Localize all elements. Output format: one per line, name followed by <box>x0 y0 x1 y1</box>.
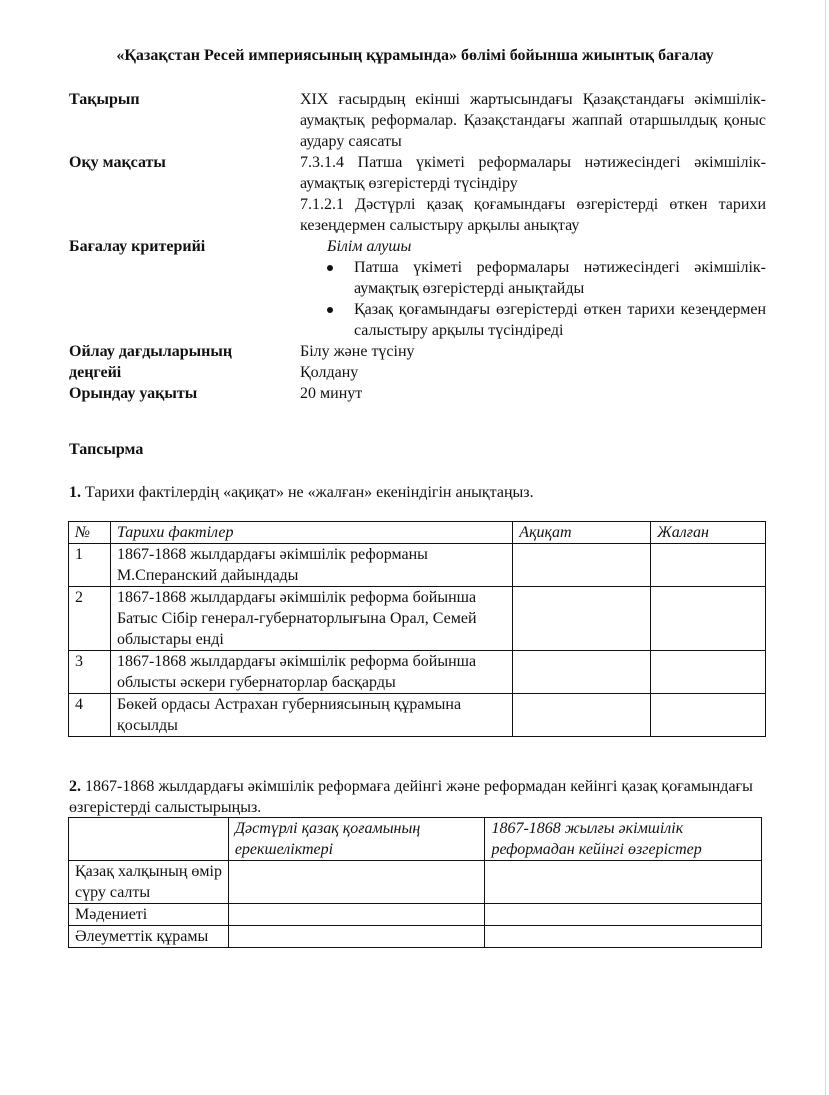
table-row <box>69 904 762 926</box>
column-header: № <box>69 522 111 544</box>
criteria-item-text: Қазақ қоғамындағы өзгерістерді өткен тарихи кезеңдермен салыстыру арқылы түсіндіреді <box>354 301 766 339</box>
true-answer-cell[interactable] <box>513 694 651 737</box>
objective-item: 7.1.2.1 Дәстүрлі қазақ қоғамындағы өзгерістерді өткен тарихи кезеңдермен салыстыру арқылы анықтау <box>300 196 766 234</box>
false-answer-cell[interactable] <box>651 587 766 651</box>
criteria-intro: Білім алушы <box>327 238 412 255</box>
table-row <box>69 651 766 694</box>
traditional-cell[interactable] <box>228 926 485 948</box>
objective-row <box>69 152 766 236</box>
column-header: Ақиқат <box>513 522 651 544</box>
after-reform-cell[interactable] <box>485 861 762 904</box>
time-label: Орындау уақыты <box>69 385 198 402</box>
fact-cell: 1867-1868 жылдардағы әкімшілік реформа бойынша Батыс Сібір генерал-губернаторлығына Орал, Семей облыстары енді <box>110 587 512 651</box>
fact-cell: 1867-1868 жылдардағы әкімшілік реформа бойынша облысты әскери губернаторлар басқарды <box>110 651 512 694</box>
table-header-row <box>69 522 766 544</box>
question-number: 2. <box>69 778 81 795</box>
traditional-cell[interactable] <box>228 861 485 904</box>
column-header: Дәстүрлі қазақ қоғамының ерекшеліктері <box>228 818 485 861</box>
row-label: Мәдениеті <box>69 904 229 926</box>
objective-values <box>300 152 766 236</box>
criteria-item <box>300 299 766 341</box>
row-number: 1 <box>69 544 111 587</box>
topic-row <box>69 89 766 152</box>
question-1 <box>69 482 769 503</box>
traditional-cell[interactable] <box>228 904 485 926</box>
thinking-label-line: Ойлау дағдыларының <box>69 343 233 360</box>
criteria-label: Бағалау критерийі <box>69 238 206 255</box>
criteria-list <box>300 257 766 341</box>
criteria-values <box>300 236 766 341</box>
true-answer-cell[interactable] <box>513 544 651 587</box>
true-answer-cell[interactable] <box>513 651 651 694</box>
false-answer-cell[interactable] <box>651 694 766 737</box>
fact-cell: 1867-1868 жылдардағы әкімшілік реформаны М.Сперанский дайындады <box>110 544 512 587</box>
column-header: Жалған <box>651 522 766 544</box>
criteria-item-text: Патша үкіметі реформалары нәтижесіндегі әкімшілік-аумақтық өзгерістерді анықтайды <box>354 259 766 297</box>
column-header: 1867-1868 жылғы әкімшілік реформадан кейінгі өзгерістер <box>485 818 762 861</box>
table-row <box>69 694 766 737</box>
thinking-values <box>300 341 766 383</box>
row-label: Әлеуметтік құрамы <box>69 926 229 948</box>
thinking-label <box>69 341 300 383</box>
thinking-row <box>69 341 766 383</box>
criteria-item <box>300 257 766 299</box>
objective-label: Оқу мақсаты <box>69 154 166 171</box>
time-value: 20 минут <box>300 385 363 402</box>
facts-table <box>68 521 766 737</box>
table-header-row <box>69 818 762 861</box>
task-heading: Тапсырма <box>69 441 144 458</box>
thinking-level: Білу және түсіну <box>300 343 415 360</box>
question-number: 1. <box>69 484 81 501</box>
row-number: 4 <box>69 694 111 737</box>
after-reform-cell[interactable] <box>485 926 762 948</box>
comparison-table <box>68 817 762 948</box>
column-header: Тарихи фактілер <box>110 522 512 544</box>
fact-cell: Бөкей ордасы Астрахан губерниясының құрамына қосылды <box>110 694 512 737</box>
question-text: 1867-1868 жылдардағы әкімшілік реформаға дейінгі және реформадан кейінгі қазақ қоғамындағы өзгерістерді салыстырыңыз. <box>69 778 753 816</box>
true-answer-cell[interactable] <box>513 587 651 651</box>
false-answer-cell[interactable] <box>651 651 766 694</box>
row-number: 3 <box>69 651 111 694</box>
table-row <box>69 926 762 948</box>
false-answer-cell[interactable] <box>651 544 766 587</box>
page-edge-line <box>825 0 826 1095</box>
column-header <box>69 818 229 861</box>
question-2 <box>69 776 769 818</box>
thinking-label-line: деңгейі <box>69 364 122 381</box>
document-title: «Қазақстан Ресей империясының құрамында» бөлімі бойынша жиынтық бағалау <box>116 47 714 64</box>
topic-value: XIX ғасырдың екінші жартысындағы Қазақстандағы әкімшілік-аумақтық реформалар. Қазақстандағы жаппай отаршылдық қоныс аудару саясаты <box>300 91 766 150</box>
bullet-icon <box>327 307 333 313</box>
time-row <box>69 383 766 404</box>
table-row <box>69 587 766 651</box>
bullet-icon <box>327 265 333 271</box>
row-number: 2 <box>69 587 111 651</box>
objective-item: 7.3.1.4 Патша үкіметі реформалары нәтижесіндегі әкімшілік-аумақтық өзгерістерді түсіндіру <box>300 154 766 192</box>
question-text: Тарихи фактілердің «ақиқат» не «жалған» екеніндігін анықтаңыз. <box>81 484 534 501</box>
topic-label: Тақырып <box>69 91 140 108</box>
table-row <box>69 544 766 587</box>
after-reform-cell[interactable] <box>485 904 762 926</box>
criteria-row <box>69 236 766 341</box>
row-label: Қазақ халқының өмір сүру салты <box>69 861 229 904</box>
thinking-level: Қолдану <box>300 364 359 381</box>
table-row <box>69 861 762 904</box>
assessment-info <box>69 89 766 404</box>
